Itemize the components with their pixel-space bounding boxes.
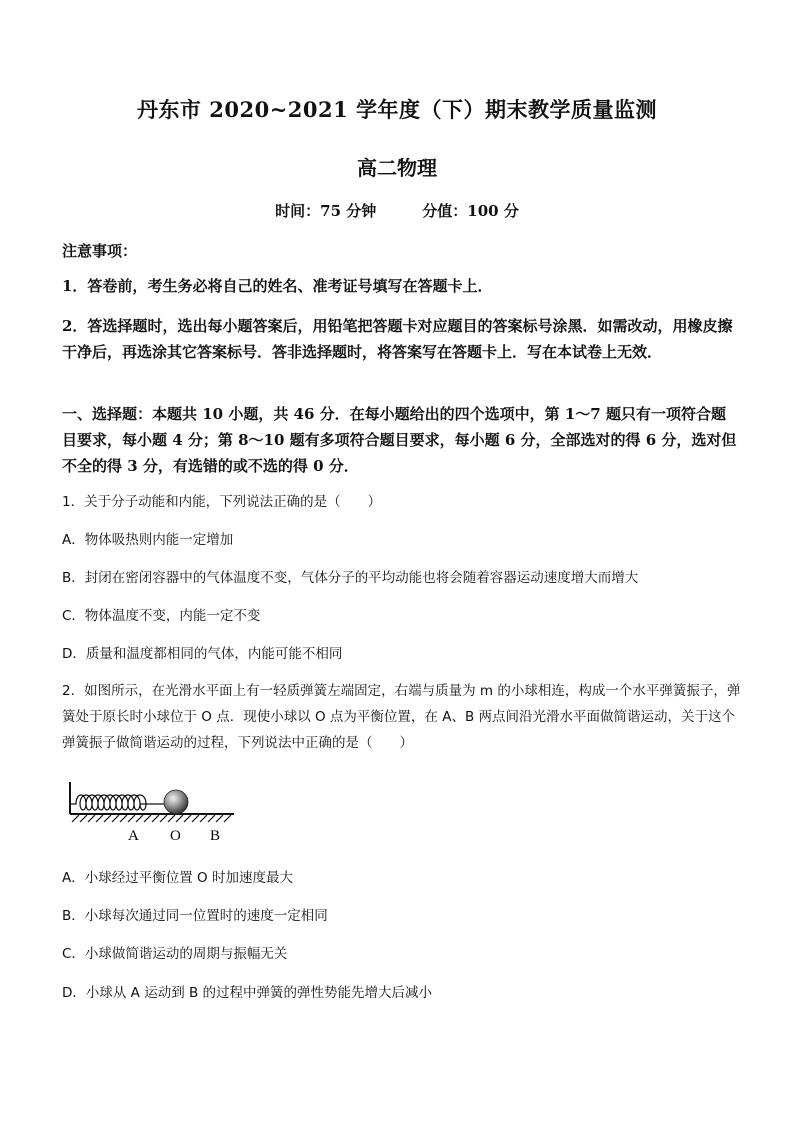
question-2-option-a: A．小球经过平衡位置 O 时加速度最大 bbox=[62, 870, 293, 886]
section-intro: 一、选择题：本题共 10 小题，共 46 分．在每小题给出的四个选项中，第 1～7 题只有一项符合题目要求，每小题 4 分；第 8～10 题有多项符合题目要求，每小题 6 分，全部选对的得 6 分，选对但不全的得 3 分，有选错的或不选的得 0 分． bbox=[62, 405, 737, 475]
spring-coil bbox=[70, 795, 164, 810]
label-o: O bbox=[170, 828, 181, 844]
question-1-stem: 1．关于分子动能和内能，下列说法正确的是（ ） bbox=[62, 494, 382, 510]
label-b: B bbox=[210, 828, 221, 844]
floor-hatching bbox=[72, 815, 231, 822]
label-a: A bbox=[128, 828, 139, 844]
question-1-option-d: D．质量和温度都相同的气体，内能可能不相同 bbox=[62, 646, 343, 662]
question-2-option-c: C．小球做简谐运动的周期与振幅无关 bbox=[62, 946, 288, 962]
question-1-option-c: C．物体温度不变，内能一定不变 bbox=[62, 608, 261, 624]
exam-time: 时间：75 分钟 bbox=[275, 202, 377, 220]
exam-subject: 高二物理 bbox=[357, 156, 437, 180]
question-1-option-a: A．物体吸热则内能一定增加 bbox=[62, 532, 234, 548]
notice-item-2: 2．答选择题时，选出每小题答案后，用铅笔把答题卡对应题目的答案标号涂黑．如需改动，用橡皮擦干净后，再选涂其它答案标号．答非选择题时，将答案写在答题卡上．写在本试卷上无效． bbox=[62, 317, 733, 361]
notice-heading: 注意事项： bbox=[62, 242, 138, 260]
exam-meta bbox=[0, 200, 794, 221]
exam-score: 分值：100 分 bbox=[422, 202, 519, 220]
spring-oscillator-figure bbox=[66, 776, 242, 846]
exam-title: 丹东市 2020~2021 学年度（下）期末教学质量监测 bbox=[136, 97, 658, 122]
ball-mass bbox=[164, 790, 188, 814]
question-1-option-b: B．封闭在密闭容器中的气体温度不变，气体分子的平均动能也将会随着容器运动速度增大而增大 bbox=[62, 570, 639, 586]
question-2-stem: 2．如图所示，在光滑水平面上有一轻质弹簧左端固定，右端与质量为 m 的小球相连，构成一个水平弹簧振子，弹簧处于原长时小球位于 O 点．现使小球以 O 点为平衡位置，在 A、B 两点间沿光滑水平面做简谐运动，关于这个弹簧振子做简谐运动的过程，下列说法中正确的是（ ） bbox=[62, 683, 741, 751]
notice-item-1: 1．答卷前，考生务必将自己的姓名、准考证号填写在答题卡上． bbox=[62, 277, 493, 295]
question-2-option-b: B．小球每次通过同一位置时的速度一定相同 bbox=[62, 908, 328, 924]
question-2-option-d: D．小球从 A 运动到 B 的过程中弹簧的弹性势能先增大后减小 bbox=[62, 985, 433, 1001]
